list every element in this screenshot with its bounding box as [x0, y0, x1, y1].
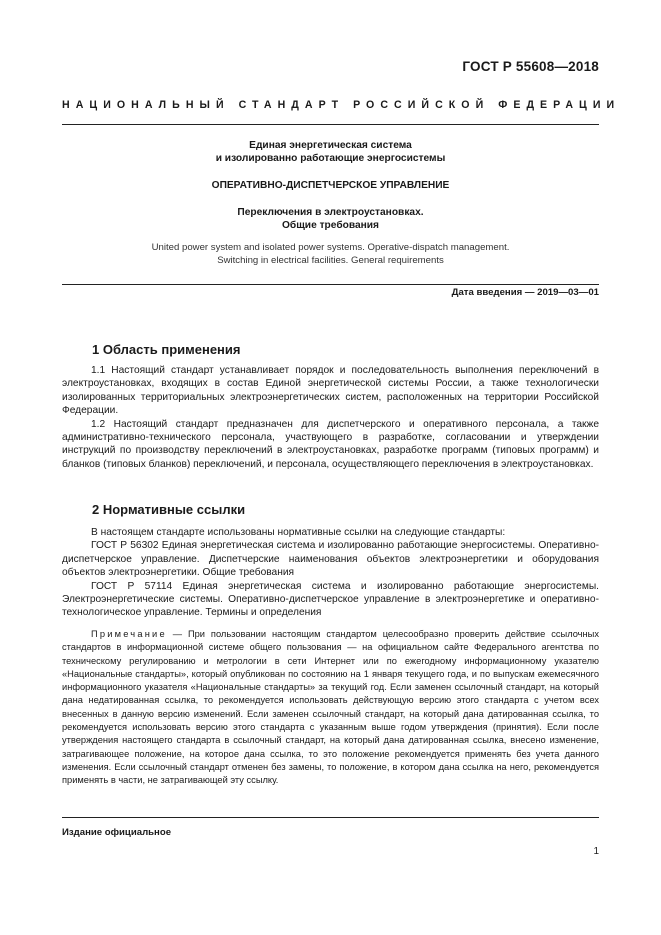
footer-divider — [62, 817, 599, 818]
top-divider — [62, 124, 599, 125]
system-title — [62, 139, 599, 166]
introduction-date: Дата введения — 2019—03—01 — [451, 287, 599, 298]
paragraph-1-1: 1.1 Настоящий стандарт устанавливает порядок и последовательность выполнения переключений в электроустановках, входящих в состав Единой энергетической системы России, а также технологически изолированных территориальных электроэнергетических систем, расположенных на территории Российской Федерации. — [62, 365, 599, 417]
main-title: ОПЕРАТИВНО-ДИСПЕТЧЕРСКОЕ УПРАВЛЕНИЕ — [211, 180, 450, 191]
gost-number: ГОСТ Р 55608—2018 — [462, 59, 599, 74]
system-title-line1: Единая энергетическая система — [249, 140, 412, 151]
page-number: 1 — [593, 846, 599, 857]
english-title-line2: Switching in electrical facilities. General requirements — [217, 255, 444, 267]
reference-gost-57114: ГОСТ Р 57114 Единая энергетическая система и изолированно работающие энергосистемы. Электроэнергетические системы. Оперативно-диспетчерское управление в электроэнергетике и оперативно-технологическое управление. Термины и определения — [62, 580, 599, 619]
subtitle — [62, 206, 599, 233]
note-label: Примечание — [91, 629, 167, 639]
english-title-line1: United power system and isolated power systems. Operative-dispatch management. — [151, 242, 510, 253]
note-text: — При пользовании настоящим стандартом целесообразно проверить действие ссылочных стандартов в информационной системе общего пользования — на официальном сайте Федерального агентства по техническому регулированию и метрологии в сети Интернет или по ежегодному информационному указателю «Национальные стандарты», который опубликован по состоянию на 1 января текущего года, и по выпускам ежемесячного информационного указателя «Национальные стандарты» за текущий год. Если заменен ссылочный стандарт, на который дана недатированная ссылка, то рекомендуется использовать действующую версию этого стандарта с учетом всех внесенных в данную версию изменений. Если заменен ссылочный стандарт, на который дана датированная ссылка, то рекомендуется использовать версию этого стандарта с указанным выше годом утверждения (принятия). Если после утверждения настоящего стандарта в ссылочный стандарт, на который дана датированная ссылка, внесено изменение, затрагивающее положение, на которое дана ссылка, то это положение рекомендуется применять без учета данного изменения. Если ссылочный стандарт отменен без замены, то положение, в котором дана ссылка на него, рекомендуется применять в части, не затрагивающей эту ссылку. — [62, 629, 599, 786]
subtitle-line1: Переключения в электроустановках. — [237, 207, 424, 218]
subtitle-line2: Общие требования — [282, 220, 379, 232]
reference-gost-56302: ГОСТ Р 56302 Единая энергетическая система и изолированно работающие энергосистемы. Оперативно-диспетчерское управление. Диспетчерские наименования объектов электроэнергетики и оборудования объектов электроэнергетики. Общие требования — [62, 540, 599, 579]
paragraph-1-2: 1.2 Настоящий стандарт предназначен для диспетчерского и оперативного персонала, а также административно-технического персонала, участвующего в разработке, согласовании и утверждении инструкций по производству переключений в электроустановках, разработке программ (типовых программ) и бланков (типовых бланков) переключений, и персонала, осуществляющего переключения в электроустановках. — [62, 418, 599, 470]
references-intro: В настоящем стандарте использованы нормативные ссылки на следующие стандарты: — [91, 527, 506, 538]
section-2-body — [62, 526, 599, 620]
note-paragraph — [62, 628, 599, 788]
section-1-body — [62, 364, 599, 471]
official-edition-label: Издание официальное — [62, 827, 172, 838]
national-standard-heading: НАЦИОНАЛЬНЫЙ СТАНДАРТ РОССИЙСКОЙ ФЕДЕРАЦИИ — [62, 99, 621, 111]
english-title — [62, 241, 599, 268]
section-1-heading: 1 Область применения — [92, 342, 241, 357]
note-block — [62, 628, 599, 788]
middle-divider — [62, 284, 599, 285]
system-title-line2: и изолированно работающие энергосистемы — [215, 153, 446, 165]
section-2-heading: 2 Нормативные ссылки — [92, 502, 246, 517]
